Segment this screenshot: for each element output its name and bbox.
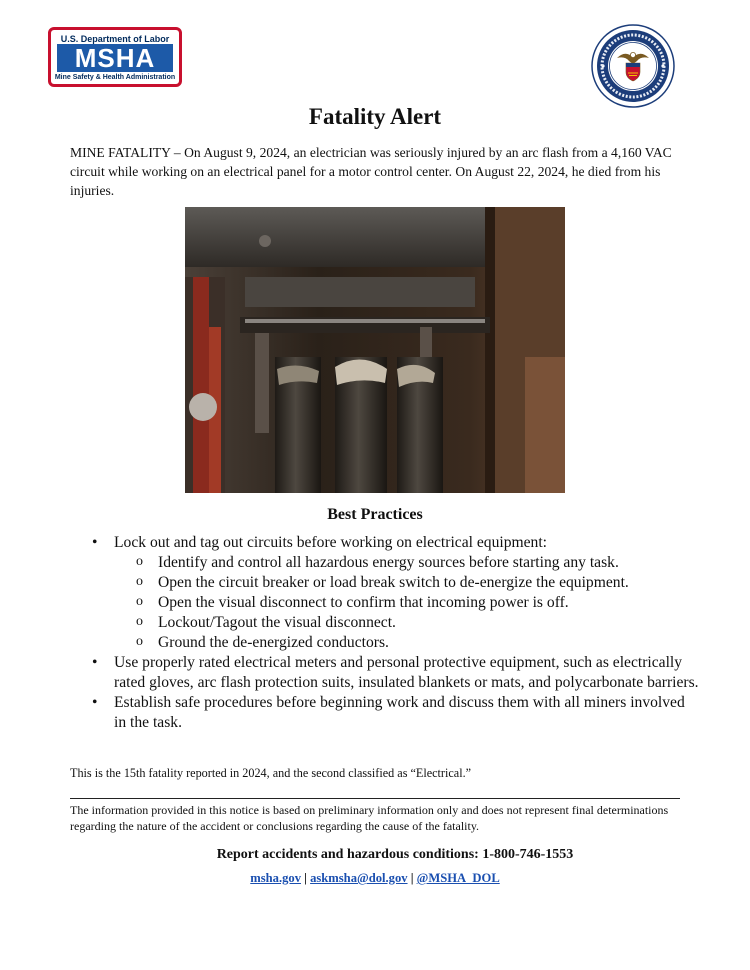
sub-list-item: o Lockout/Tagout the visual disconnect. — [114, 613, 700, 633]
intro-text: On August 9, 2024, an electrician was seriously injured by an arc flash from a 4,160 VAC circuit while working on an electrical panel for a motor control center. On August 22, 2024, he died from his injuries. — [70, 145, 672, 198]
sub-list-item: o Ground the de-energized conductors. — [114, 633, 700, 653]
msha-logo — [48, 27, 182, 87]
sub-list-item: o Identify and control all hazardous energy sources before starting any task. — [114, 553, 700, 573]
sub-list-item: o Open the circuit breaker or load break switch to de-energize the equipment. — [114, 573, 700, 593]
list-item: • Use properly rated electrical meters and personal protective equipment, such as electrically rated gloves, arc flash protection suits, insulated blankets or mats, and polycarbonate barriers. — [90, 653, 700, 693]
link-separator: | — [304, 871, 307, 885]
motor-control-center-photo — [185, 207, 565, 493]
list-item — [90, 533, 700, 653]
intro-paragraph — [70, 143, 682, 200]
best-practices-heading: Best Practices — [327, 506, 423, 523]
lockout-steps-list — [114, 553, 700, 653]
logo-full-name: Mine Safety & Health Administration — [54, 74, 176, 81]
msha-website-link[interactable]: msha.gov — [250, 871, 301, 885]
logo-acronym: MSHA — [57, 44, 173, 72]
footer-links — [0, 871, 750, 886]
twitter-handle-link[interactable]: @MSHA_DOL — [416, 871, 500, 885]
link-separator: | — [410, 871, 414, 885]
page-title: Fatality Alert — [308, 104, 442, 129]
sub-list-item: o Open the visual disconnect to confirm that incoming power is off. — [114, 593, 700, 613]
list-item: • Establish safe procedures before beginning work and discuss them with all miners involved in the task. — [90, 693, 700, 733]
best-practices-list — [90, 533, 700, 733]
report-hotline: Report accidents and hazardous conditions: 1-800-746-1553 — [216, 847, 574, 862]
disclaimer-text: The information provided in this notice is based on preliminary information only and does not represent final determinations regarding the nature of the accident or conclusions regarding the cause of the fatality. — [70, 803, 669, 833]
email-link[interactable]: askmsha@dol.gov — [310, 871, 408, 885]
fatality-count-statement: This is the 15th fatality reported in 2024, and the second classified as “Electrical.” — [70, 766, 472, 780]
list-item-text: Lock out and tag out circuits before working on electrical equipment: — [114, 534, 548, 551]
divider — [70, 798, 680, 799]
department-of-labor-seal-icon — [591, 24, 675, 108]
intro-label: MINE FATALITY — [70, 145, 171, 160]
intro-dash: – — [170, 145, 185, 160]
logo-agency-line: U.S. Department of Labor — [60, 34, 170, 44]
